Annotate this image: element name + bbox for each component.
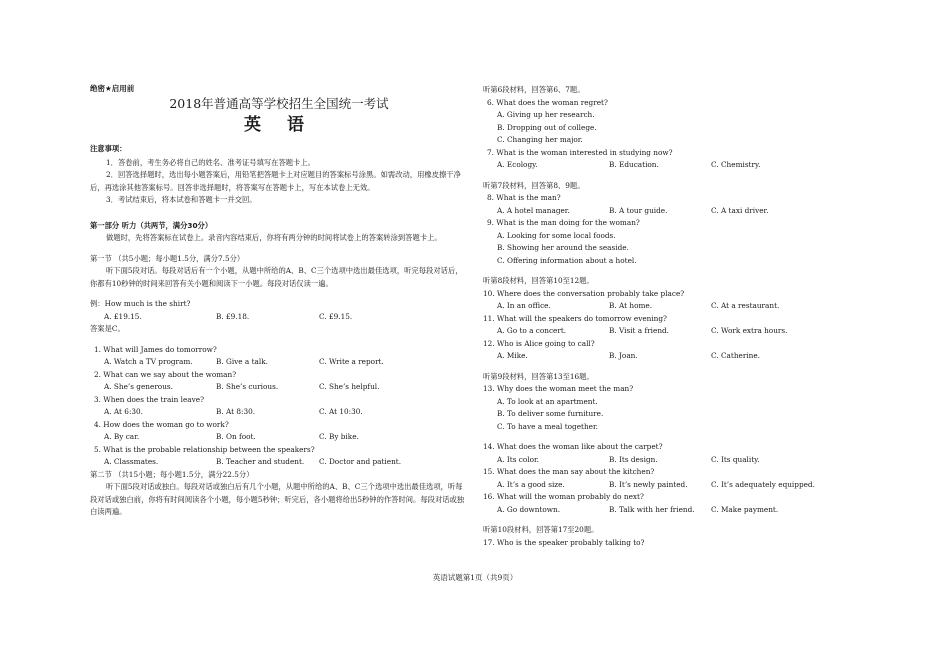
question-stem: 10. Where does the conversation probably take place? — [483, 288, 685, 298]
option-a: A. She’s generous. — [104, 382, 173, 391]
option-a: A. At 6:30. — [104, 407, 144, 416]
question-1 — [90, 344, 468, 369]
option-b: B. Visit a friend. — [609, 326, 670, 335]
question-stem: 16. What will the woman probably do next? — [483, 492, 644, 501]
option-b: B. Talk with her friend. — [609, 504, 695, 514]
option-b: B. At 8:30. — [216, 407, 256, 416]
question-stem: 14. What does the woman like about the carpet? — [483, 442, 663, 451]
notice-item: 2．回答选择题时，选出每小题答案后，用铅笔把答题卡上对应题目的答案标号涂黑。如需改动，用橡皮擦干净后，再选涂其他答案标号。回答非选择题时，将答案写在答题卡上，写在本试卷上无效。 — [90, 170, 461, 192]
option-a: A. By car. — [104, 432, 140, 441]
option-b: B. A tour guide. — [609, 205, 668, 215]
option-a: A. Watch a TV program. — [104, 357, 193, 366]
option-c: C. A taxi driver. — [711, 205, 769, 215]
option-a: A. Its color. — [497, 454, 539, 464]
option-b: B. Dropping out of college. — [497, 122, 597, 132]
option-c: C. Changing her major. — [497, 135, 583, 144]
option-c: C. Write a report. — [319, 357, 384, 366]
question-options — [483, 159, 863, 172]
question-options — [483, 504, 863, 517]
part1-title: 第一部分 听力（共两节，满分30分） — [90, 220, 213, 230]
option-b: B. On foot. — [216, 432, 256, 441]
question-stem: 11. What will the speakers do tomorrow evening? — [483, 313, 667, 323]
option-c: C. Offering information about a hotel. — [497, 255, 637, 265]
option-a: A. In an office. — [497, 301, 551, 310]
option-c: C. Its quality. — [711, 454, 760, 464]
question-stem: 15. What does the man say about the kitchen? — [483, 467, 655, 476]
option-b: B. Joan. — [609, 351, 638, 360]
option-c: C. She’s helpful. — [319, 382, 380, 391]
option-a: A. It’s a good size. — [497, 479, 565, 489]
option-b: B. She’s curious. — [216, 382, 279, 391]
option-a: A. Classmates. — [104, 457, 159, 466]
option-c: C. At 10:30. — [319, 407, 363, 416]
option-c: C. By bike. — [319, 432, 359, 441]
option-c: C. Work extra hours. — [711, 326, 788, 335]
question-4 — [90, 419, 468, 444]
question-options — [483, 479, 863, 492]
option-c: C. £9.15. — [319, 311, 353, 321]
option-a: A. £19.15. — [104, 311, 142, 321]
option-b: B. Its design. — [609, 454, 658, 464]
material-heading: 听第10段材料，回答第17至20题。 — [483, 525, 599, 534]
question-stem: 13. Why does the woman meet the man? — [483, 384, 634, 393]
question-options — [90, 381, 468, 394]
secret-label: 绝密★启用前 — [90, 84, 135, 93]
question-options — [90, 431, 468, 444]
option-a: A. To look at an apartment. — [497, 396, 598, 406]
option-a: A. Looking for some local foods. — [497, 230, 616, 240]
question-stem: 17. Who is the speaker probably talking to? — [483, 537, 645, 547]
section2-title: 第二节 （共15小题；每小题1.5分，满分22.5分） — [90, 469, 254, 479]
option-b: B. Teacher and student. — [216, 457, 305, 466]
question-stem: 2. What can we say about the woman? — [94, 369, 237, 379]
option-c: C. At a restaurant. — [711, 301, 780, 310]
material-heading: 听第7段材料，回答第8、9题。 — [483, 180, 585, 190]
part1-intro: 做题时，先将答案标在试卷上。录音内容结束后，你将有两分钟的时间将试卷上的答案转涂到答题卡上。 — [106, 233, 442, 242]
question-2 — [90, 369, 468, 394]
option-a: A. Ecology. — [497, 160, 538, 169]
option-a: A. A hotel manager. — [497, 205, 570, 215]
left-column — [90, 84, 468, 519]
question-3 — [90, 394, 468, 419]
option-b: B. It’s newly painted. — [609, 479, 688, 489]
right-column — [483, 84, 863, 549]
question-stem: 12. Who is Alice going to call? — [483, 338, 595, 348]
option-c: C. Make payment. — [711, 504, 779, 514]
question-options — [90, 456, 468, 469]
material-heading: 听第9段材料，回答第13至16题。 — [483, 371, 594, 381]
material-heading: 听第8段材料，回答第10至12题。 — [483, 276, 594, 285]
notice-item: 3．考试结束后，将本试卷和答题卡一并交回。 — [106, 195, 257, 204]
option-a: A. Giving up her research. — [497, 110, 595, 119]
example-question: 例：How much is the shirt? — [90, 299, 191, 308]
question-stem: 8. What is the man? — [487, 193, 561, 202]
exam-title: 2018年普通高等学校招生全国统一考试 — [169, 96, 389, 111]
option-b: B. To deliver some furniture. — [497, 409, 604, 418]
material-heading: 听第6段材料，回答第6、7题。 — [483, 85, 585, 94]
example-answer: 答案是C。 — [90, 324, 125, 333]
question-options — [483, 300, 863, 313]
question-options — [90, 356, 468, 369]
question-stem: 4. How does the woman go to work? — [94, 419, 229, 429]
option-b: B. £9.18. — [216, 311, 250, 321]
question-options — [483, 205, 863, 218]
subject-title: 英 语 — [244, 115, 314, 135]
section2-intro: 听下面5段对话或独白。每段对话或独白后有几个小题，从题中所给的A、B、C三个选项中选出最佳选项，听每段对话或独白前，你将有时间阅读各个小题，每小题5秒钟；听完后，各小题将给出5秒钟的作答时间。每段对话或独白读两遍。 — [90, 482, 465, 516]
notice-item: 1．答卷前，考生务必将自己的姓名、准考证号填写在答题卡上。 — [106, 157, 315, 167]
page-footer: 英语试题第1页（共9页） — [432, 573, 518, 582]
option-b: B. Showing her around the seaside. — [497, 243, 629, 252]
section1-intro: 听下面5段对话。每段对话后有一个小题，从题中所给的A、B、C三个选项中选出最佳选项，听完每段对话后，你都有10秒钟的时间来回答有关小题和阅读下一小题。每段对话仅读一遍。 — [90, 266, 463, 288]
question-stem: 5. What is the probable relationship between the speakers? — [94, 444, 315, 454]
question-stem: 1. What will James do tomorrow? — [94, 344, 217, 354]
question-options — [483, 350, 863, 363]
question-stem: 6. What does the woman regret? — [487, 97, 608, 107]
option-a: A. Mike. — [497, 351, 528, 360]
option-b: B. Give a talk. — [216, 357, 268, 366]
option-c: C. Catherine. — [711, 351, 761, 360]
option-a: A. Go to a concert. — [497, 326, 567, 335]
option-a: A. Go downtown. — [497, 504, 561, 514]
example-options — [90, 311, 468, 324]
option-c: C. To have a meal together. — [497, 421, 598, 431]
option-c: C. It’s adequately equipped. — [711, 479, 815, 489]
notice-heading: 注意事项： — [90, 144, 127, 153]
option-b: B. At home. — [609, 301, 653, 310]
option-c: C. Doctor and patient. — [319, 457, 402, 466]
option-c: C. Chemistry. — [711, 160, 761, 169]
question-options — [483, 325, 863, 338]
question-options — [483, 454, 863, 467]
section1-title: 第一节 （共5小题；每小题1.5分，满分7.5分） — [90, 253, 245, 263]
question-options — [90, 406, 468, 419]
question-stem: 7. What is the woman interested in studying now? — [487, 147, 673, 157]
question-stem: 3. When does the train leave? — [94, 394, 205, 404]
question-stem: 9. What is the man doing for the woman? — [487, 218, 640, 227]
question-5 — [90, 444, 468, 469]
option-b: B. Education. — [609, 160, 659, 169]
